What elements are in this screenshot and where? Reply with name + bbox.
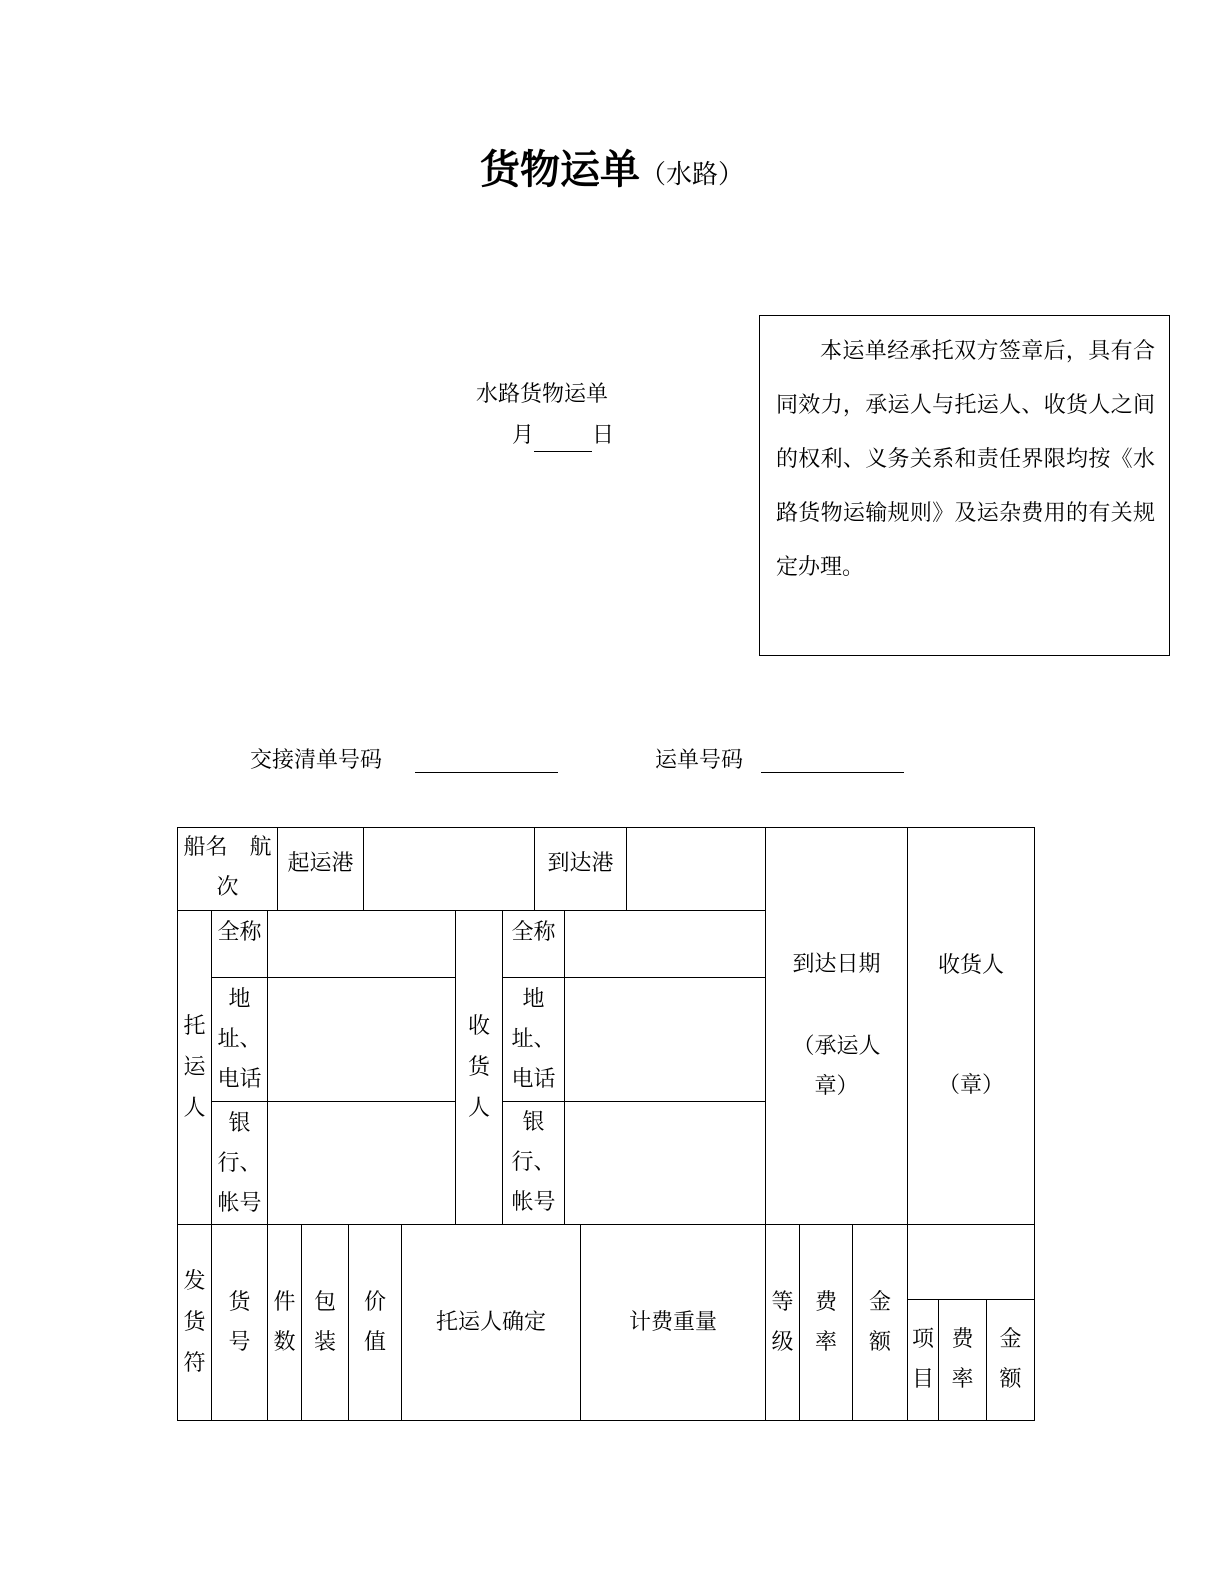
consignee-address-phone-value[interactable] [564, 977, 766, 1102]
consignee-address-phone-label: 地址、电话 [502, 977, 565, 1102]
consignee-header: 收货人 [455, 910, 503, 1225]
title-sub: （水路） [639, 160, 744, 190]
form-name: 水路货物运单 [476, 382, 609, 407]
misc-fee-header-blank[interactable] [907, 1224, 1035, 1300]
waybill-table [177, 827, 1035, 1421]
handover-list-no-blank[interactable] [415, 748, 558, 773]
shipper-bank-account-value[interactable] [267, 1101, 456, 1225]
page-title [0, 140, 1224, 208]
carrier-seal-label: （承运人章） [792, 1034, 881, 1099]
consignee-seal-label: （章） [937, 1073, 1004, 1098]
amount2-header: 金额 [986, 1299, 1035, 1421]
pieces-header: 件数 [267, 1224, 302, 1421]
consignee-full-name-label: 全称 [502, 910, 565, 978]
waybill-no-label: 运单号码 [655, 748, 744, 773]
shipper-address-phone-label: 地址、电话 [211, 977, 268, 1102]
title-main: 货物运单 [479, 147, 640, 193]
shipper-confirmed-header: 托运人确定 [401, 1224, 581, 1421]
item-header: 项目 [907, 1299, 939, 1421]
consignee-bank-account-label: 银行、帐号 [502, 1101, 565, 1225]
consignee-bank-account-value[interactable] [564, 1101, 766, 1225]
shipper-full-name-value[interactable] [267, 910, 456, 978]
value-header: 价值 [348, 1224, 402, 1421]
date-day-label: 日 [592, 423, 615, 448]
date-line [512, 420, 614, 452]
shipper-bank-account-label: 银行、帐号 [211, 1101, 268, 1225]
departure-port-value[interactable] [363, 827, 535, 911]
ship-voyage-header: 船名 航次 [177, 827, 278, 911]
arrival-port-label: 到达港 [534, 827, 627, 911]
consignee-signature-cell[interactable] [907, 827, 1035, 1225]
consignee-full-name-value[interactable] [564, 910, 766, 978]
chargeable-weight-header: 计费重量 [580, 1224, 766, 1421]
consignee-sign-label: 收货人 [937, 953, 1004, 978]
grade-header: 等级 [765, 1224, 800, 1421]
arrival-date-label: 到达日期 [792, 952, 881, 977]
shipper-header: 托运人 [177, 910, 212, 1225]
waybill-no-blank[interactable] [761, 748, 904, 773]
shipper-address-phone-value[interactable] [267, 977, 456, 1102]
contract-notice-text: 本运单经承托双方签章后，具有合同效力，承运人与托运人、收货人之间的权利、义务关系和责任界限均按《水路货物运输规则》及运杂费用的有关规定办理。 [776, 339, 1155, 580]
date-month-label: 月 [512, 423, 535, 448]
rate-header: 费率 [799, 1224, 853, 1421]
cargo-no-header: 货号 [211, 1224, 268, 1421]
shipping-mark-header: 发货符 [177, 1224, 212, 1421]
contract-notice-box [759, 315, 1170, 656]
handover-list-no-label: 交接清单号码 [250, 748, 383, 773]
arrival-port-value[interactable] [626, 827, 766, 911]
packaging-header: 包装 [301, 1224, 349, 1421]
departure-port-label: 起运港 [277, 827, 364, 911]
rate2-header: 费率 [938, 1299, 987, 1421]
arrival-date-cell[interactable] [765, 827, 908, 1225]
amount-header: 金额 [852, 1224, 908, 1421]
shipper-full-name-label: 全称 [211, 910, 268, 978]
date-blank[interactable] [534, 427, 592, 452]
